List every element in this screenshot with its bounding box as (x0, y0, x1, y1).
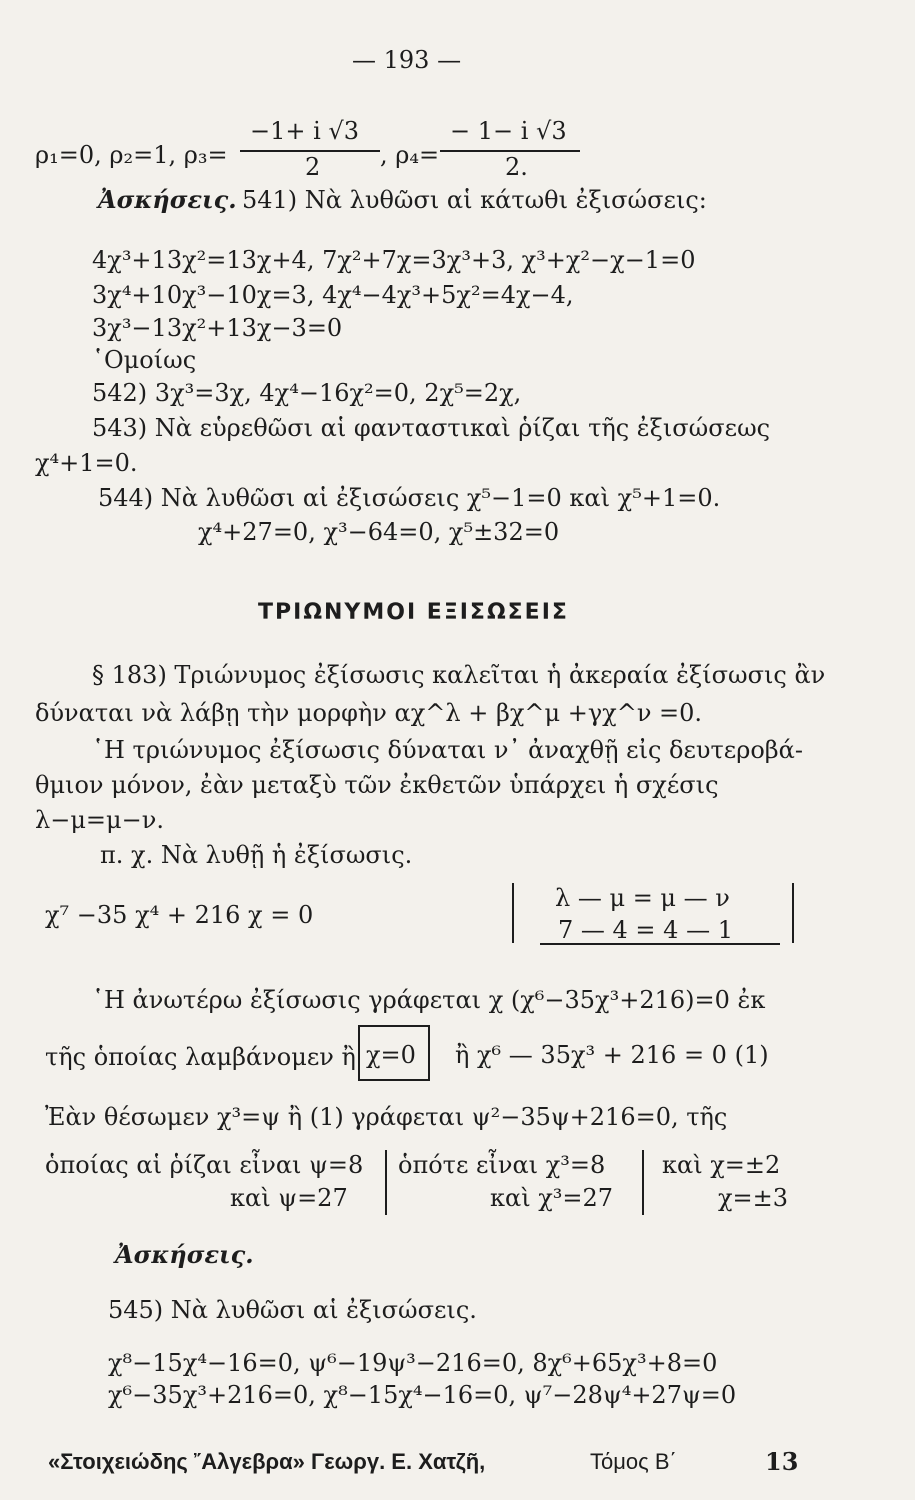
paragraph-line: λ−μ=μ−ν. (35, 806, 164, 834)
exercise-541-title: 541) Νὰ λυθῶσι αἱ κάτωθι ἐξισώσεις: (242, 186, 707, 214)
column1-line2: καὶ ψ=27 (230, 1184, 348, 1212)
exercise-544: 544) Νὰ λυθῶσι αἱ ἐξισώσεις χ⁵−1=0 καὶ χ⁵+1=0. (98, 484, 721, 512)
column1-line1: ὁποίας αἱ ῥίζαι εἶναι ψ=8 (45, 1151, 364, 1179)
exponent-relation: λ — μ = μ — ν (555, 884, 730, 912)
signature-number: 13 (765, 1447, 799, 1476)
page-number: — 193 — (352, 46, 462, 74)
paragraph-line: § 183) Τριώνυμος ἐξίσωσις καλεῖται ἡ ἀκεραία ἐξίσωσις ἂν (92, 661, 826, 689)
column3-line2: χ=±3 (718, 1184, 789, 1212)
root4-denominator: 2. (505, 153, 528, 181)
equation-line: χ⁸−15χ⁴−16=0, ψ⁶−19ψ³−216=0, 8χ⁶+65χ³+8=0 (108, 1349, 718, 1377)
equation-line: χ⁶−35χ³+216=0, χ⁸−15χ⁴−16=0, ψ⁷−28ψ⁴+27ψ=0 (108, 1381, 737, 1409)
paragraph-line: τῆς ὁποίας λαμβάνομεν ἢ (45, 1043, 356, 1071)
section-title: ΤΡΙΩΝΥΜΟΙ ΕΞΙΣΩΣΕΙΣ (258, 600, 569, 625)
paragraph-line: Ἐὰν θέσωμεν χ³=ψ ἢ (1) γράφεται ψ²−35ψ+216=0, τῆς (45, 1103, 728, 1131)
column2-line1: ὁπότε εἶναι χ³=8 (398, 1151, 606, 1179)
paragraph-line: ῾Η ἀνωτέρω ἐξίσωσις γράφεται χ (χ⁶−35χ³+216)=0 ἐκ (92, 986, 766, 1014)
roots-lead: ρ₁=0, ρ₂=1, ρ₃= (35, 141, 228, 169)
column2-line2: καὶ χ³=27 (490, 1184, 614, 1212)
root3-numerator: −1+ i √3 (250, 117, 359, 145)
example-equation: χ⁷ −35 χ⁴ + 216 χ = 0 (45, 901, 314, 929)
exercises-heading: Ἀσκήσεις. (98, 185, 237, 214)
exercises-heading: Ἀσκήσεις. (115, 1240, 254, 1269)
root3-denominator: 2 (305, 153, 321, 181)
exercise-543: 543) Νὰ εὑρεθῶσι αἱ φανταστικαὶ ῥίζαι τῆς ἐξισώσεως (92, 414, 771, 442)
exponent-values: 7 — 4 = 4 — 1 (558, 916, 733, 944)
column-divider (385, 1150, 387, 1215)
exercise-545-title: 545) Νὰ λυθῶσι αἱ ἐξισώσεις. (108, 1296, 477, 1324)
root4-numerator: − 1− i √3 (450, 117, 567, 145)
footer-volume: Τόμος Β΄ (590, 1449, 677, 1474)
exercise-543-equation: χ⁴+1=0. (35, 449, 138, 477)
equation-line: 3χ³−13χ²+13χ−3=0 (92, 314, 343, 342)
paragraph-line: δύναται νὰ λάβῃ τὴν μορφὴν αχ^λ + βχ^μ +γχ^ν =0. (35, 699, 703, 727)
footer-title: «Στοιχειώδης ῎Αλγεβρα» Γεωργ. Ε. Χατζῆ, (48, 1449, 486, 1474)
equation-line: 3χ⁴+10χ³−10χ=3, 4χ⁴−4χ³+5χ²=4χ−4, (92, 281, 574, 309)
exercise-544-equations: χ⁴+27=0, χ³−64=0, χ⁵±32=0 (198, 518, 560, 546)
exercise-542: 542) 3χ³=3χ, 4χ⁴−16χ²=0, 2χ⁵=2χ, (92, 379, 522, 407)
paragraph-line: ῾Η τριώνυμος ἐξίσωσις δύναται ν᾽ ἀναχθῇ εἰς δευτεροβά- (92, 736, 803, 764)
column-divider (642, 1150, 644, 1215)
column3-line1: καὶ χ=±2 (662, 1151, 781, 1179)
paragraph-line: ἢ χ⁶ — 35χ³ + 216 = 0 (1) (455, 1041, 769, 1069)
roots-mid: , ρ₄= (380, 141, 440, 169)
similarly-label: ῾Ομοίως (92, 346, 197, 374)
paragraph-line: θμιον μόνον, ἐὰν μεταξὺ τῶν ἐκθετῶν ὑπάρχει ἡ σχέσις (35, 771, 719, 799)
boxed-root-text: χ=0 (366, 1041, 416, 1069)
example-intro: π. χ. Νὰ λυθῇ ἡ ἐξίσωσις. (100, 841, 413, 869)
equation-line: 4χ³+13χ²=13χ+4, 7χ²+7χ=3χ³+3, χ³+χ²−χ−1=0 (92, 246, 696, 274)
